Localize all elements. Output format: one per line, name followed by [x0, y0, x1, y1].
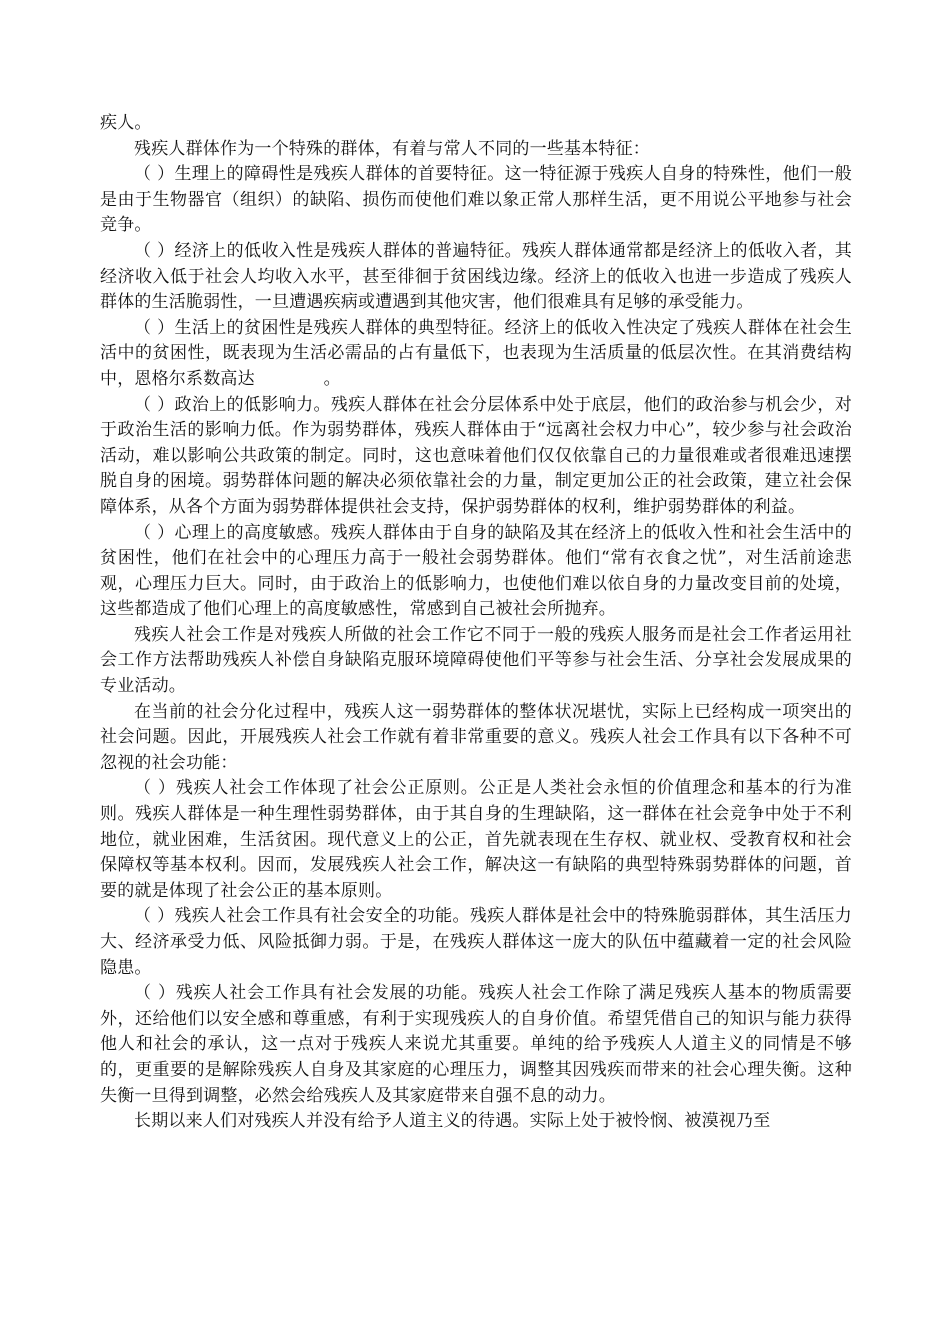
paragraph-7: （ ）心理上的高度敏感。残疾人群体由于自身的缺陷及其在经济上的低收入性和社会生活中的贫困性，他们在社会中的心理压力高于一般社会弱势群体。他们“常有衣食之忧”，对生活前途悲观，心理压力巨大。同时，由于政治上的低影响力，也使他们难以依自身的力量改变目前的处境，这些都造成了他们心理上的高度敏感性，常感到自己被社会所抛弃。 [100, 522, 852, 620]
document-page [100, 111, 852, 1135]
paragraph-9: 在当前的社会分化过程中，残疾人这一弱势群体的整体状况堪忧，实际上已经构成一项突出的社会问题。因此，开展残疾人社会工作就有着非常重要的意义。残疾人社会工作具有以下各种不可忽视的社会功能： [100, 701, 852, 773]
paragraph-2: 残疾人群体作为一个特殊的群体，有着与常人不同的一些基本特征： [134, 138, 650, 159]
paragraph-12: （ ）残疾人社会工作具有社会发展的功能。残疾人社会工作除了满足残疾人基本的物质需要外，还给他们以安全感和尊重感，有利于实现残疾人的自身价值。希望凭借自己的知识与能力获得他人和社会的承认，这一点对于残疾人来说尤其重要。单纯的给予残疾人人道主义的同情是不够的，更重要的是解除残疾人自身及其家庭的心理压力，调整其因残疾而带来的社会心理失衡。这种失衡一旦得到调整，必然会给残疾人及其家庭带来自强不息的动力。 [100, 983, 852, 1106]
paragraph-4: （ ）经济上的低收入性是残疾人群体的普遍特征。残疾人群体通常都是经济上的低收入者，其经济收入低于社会人均收入水平，甚至徘徊于贫困线边缘。经济上的低收入也进一步造成了残疾人群体的生活脆弱性，一旦遭遇疾病或遭遇到其他灾害，他们很难具有足够的承受能力。 [100, 240, 852, 313]
paragraph-6: （ ）政治上的低影响力。残疾人群体在社会分层体系中处于底层，他们的政治参与机会少，对于政治生活的影响力低。作为弱势群体，残疾人群体由于“远离社会权力中心”，较少参与社会政治活动，难以影响公共政策的制定。同时，这也意味着他们仅仅依靠自己的力量很难或者很难迅速摆脱自身的困境。弱势群体问题的解决必须依靠社会的力量，制定更加公正的社会政策，建立社会保障体系，从各个方面为弱势群体提供社会支持，保护弱势群体的权利，维护弱势群体的利益。 [100, 394, 852, 517]
paragraph-8: 残疾人社会工作是对残疾人所做的社会工作它不同于一般的残疾人服务而是社会工作者运用社会工作方法帮助残疾人补偿自身缺陷克服环境障碍使他们平等参与社会生活、分享社会发展成果的专业活动。 [100, 624, 852, 697]
paragraph-1: 疾人。 [100, 113, 152, 133]
paragraph-13: 长期以来人们对残疾人并没有给予人道主义的待遇。实际上处于被怜悯、被漠视乃至 [134, 1111, 771, 1132]
paragraph-5: （ ）生活上的贫困性是残疾人群体的典型特征。经济上的低收入性决定了残疾人群体在社会生活中的贫困性，既表现为生活必需品的占有量低下，也表现为生活质量的低层次性。在其消费结构中，恩格尔系数高达 。 [100, 317, 852, 389]
paragraph-11: （ ）残疾人社会工作具有社会安全的功能。残疾人群体是社会中的特殊脆弱群体，其生活压力大、经济承受力低、风险抵御力弱。于是，在残疾人群体这一庞大的队伍中蕴藏着一定的社会风险隐患。 [100, 906, 852, 978]
paragraph-3: （ ）生理上的障碍性是残疾人群体的首要特征。这一特征源于残疾人自身的特殊性，他们一般是由于生物器官（组织）的缺陷、损伤而使他们难以象正常人那样生活，更不用说公平地参与社会竞争。 [100, 164, 852, 236]
paragraph-10: （ ）残疾人社会工作体现了社会公正原则。公正是人类社会永恒的价值理念和基本的行为准则。残疾人群体是一种生理性弱势群体，由于其自身的生理缺陷，这一群体在社会竞争中处于不利地位，就业困难，生活贫困。现代意义上的公正，首先就表现在生存权、就业权、受教育权和社会保障权等基本权利。因而，发展残疾人社会工作，解决这一有缺陷的典型特殊弱势群体的问题，首要的就是体现了社会公正的基本原则。 [100, 778, 852, 901]
